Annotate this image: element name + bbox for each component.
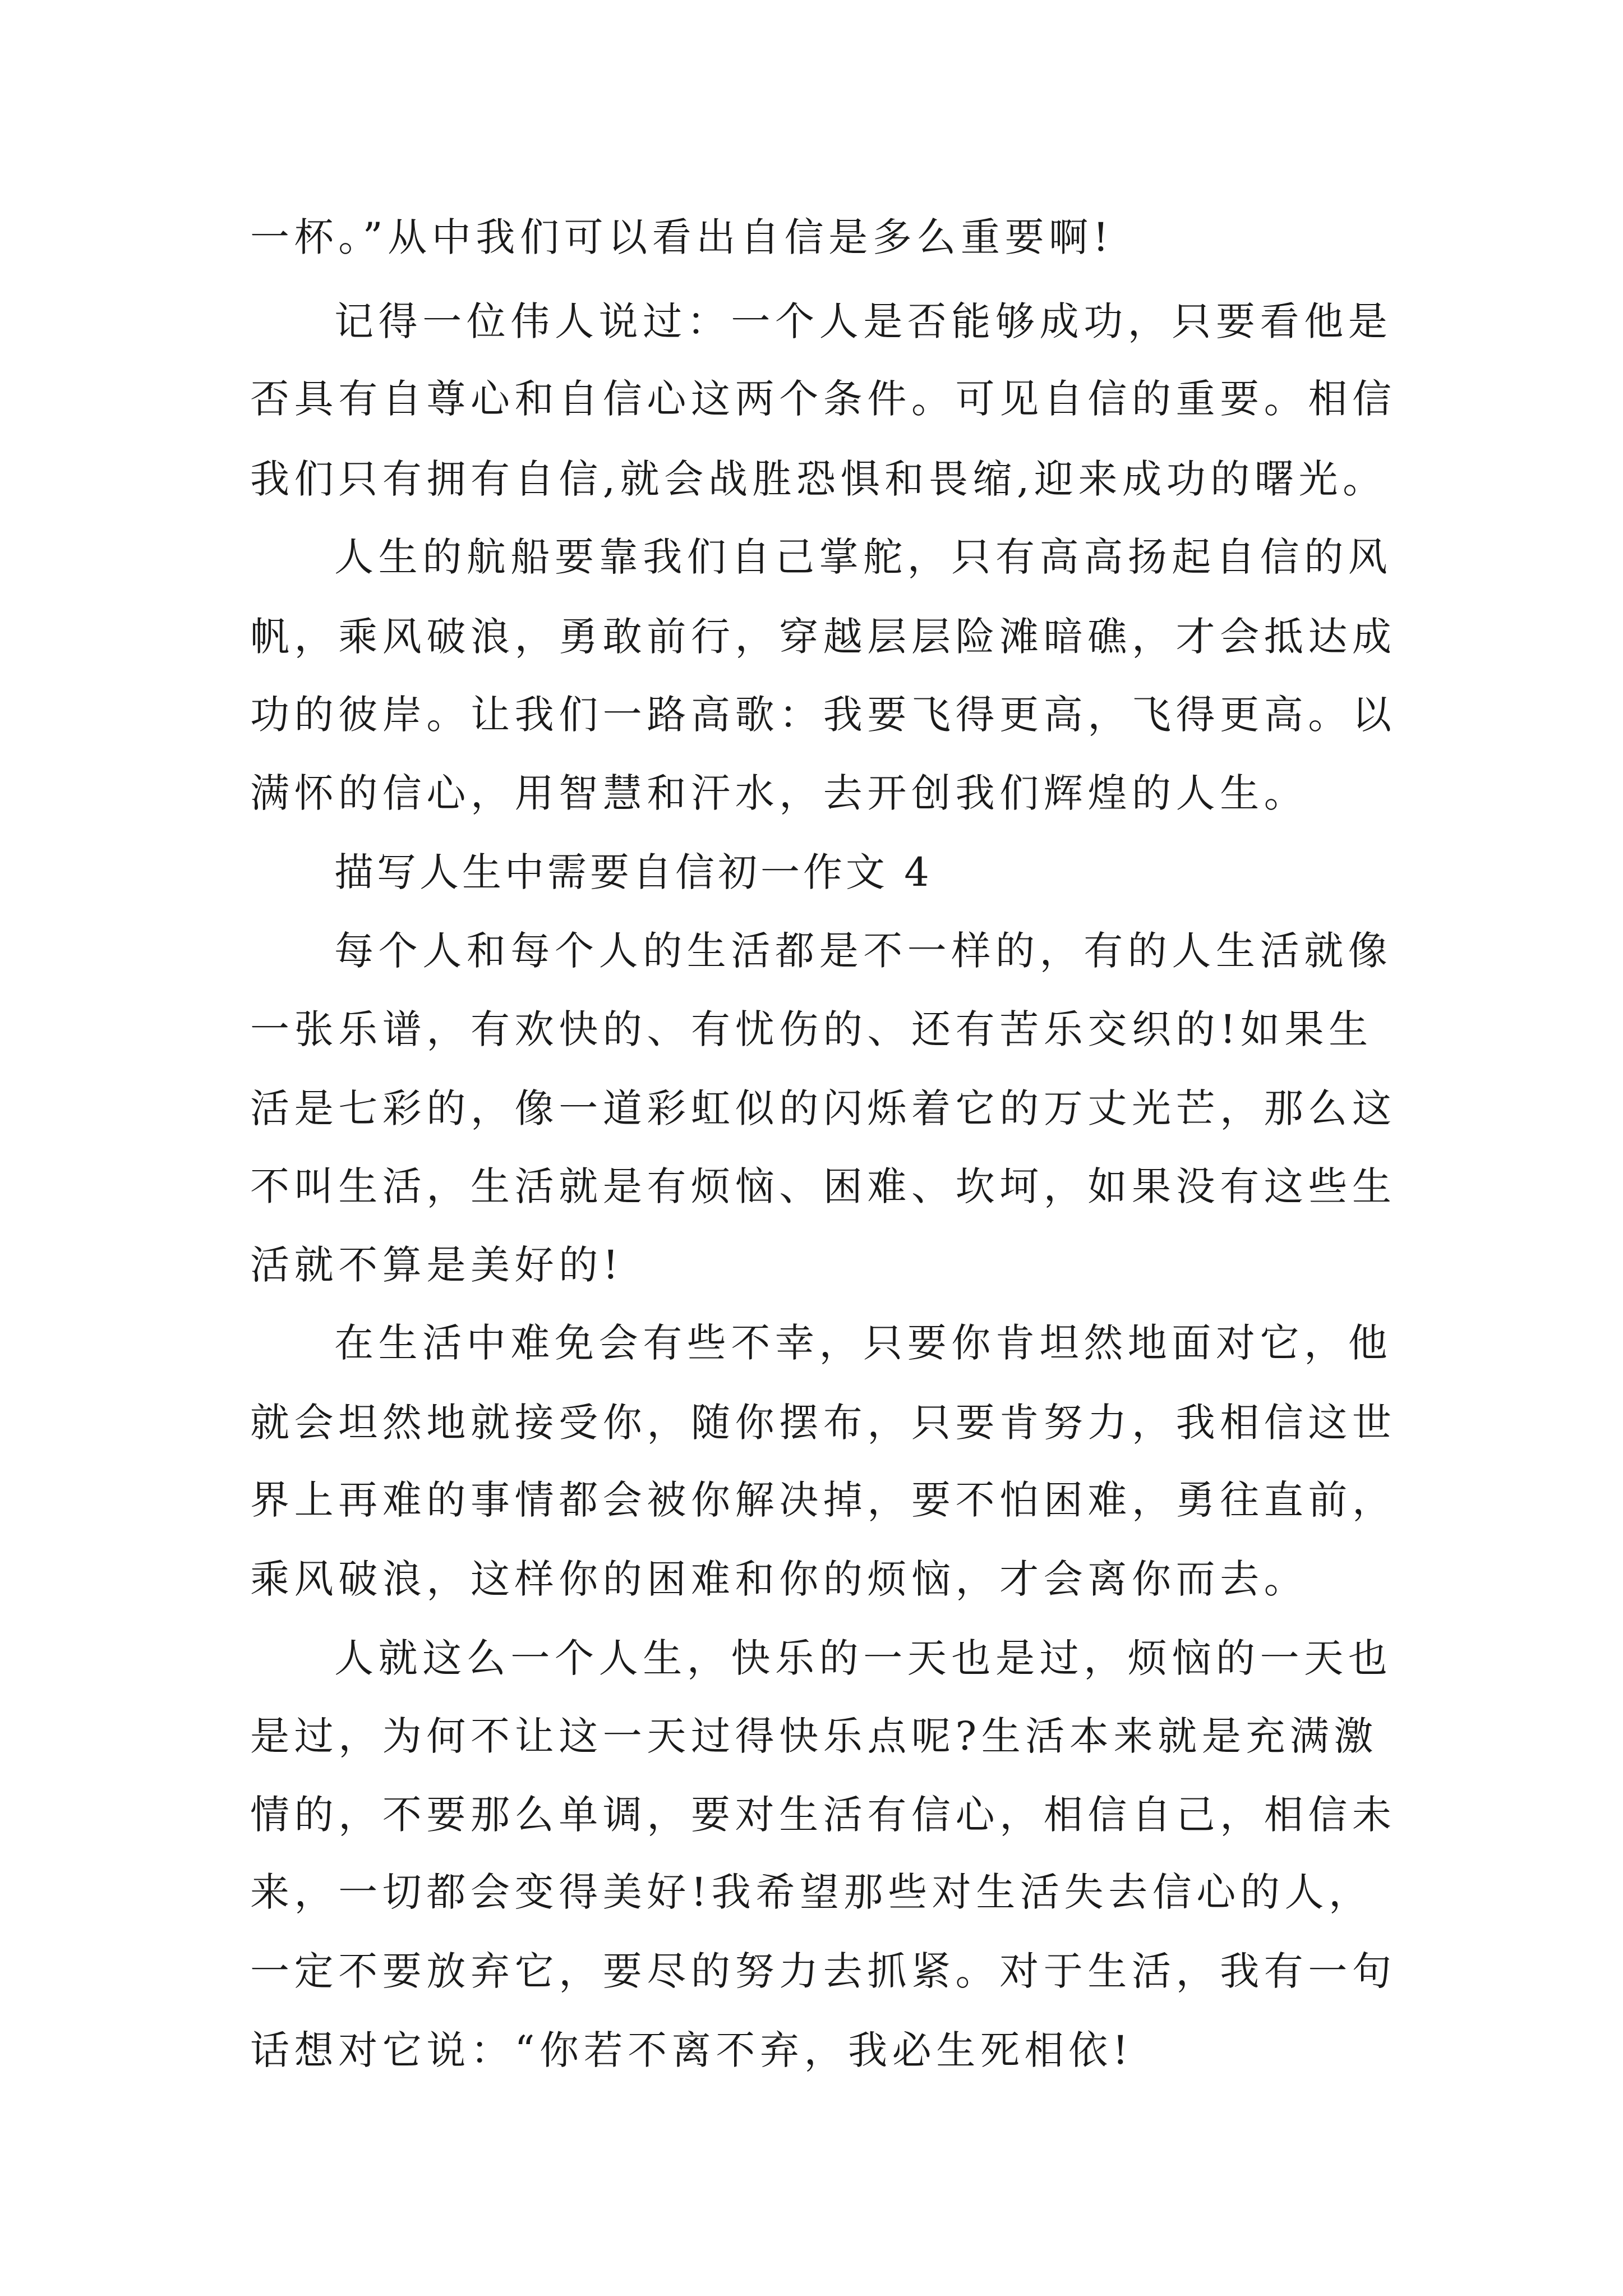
- section-heading: 描写人生中需要自信初一作文 4: [334, 849, 933, 895]
- text-line: 每个人和每个人的生活都是不一样的，有的人生活就像: [334, 928, 1393, 974]
- text-line: 活是七彩的，像一道彩虹似的闪烁着它的万丈光芒，那么这: [250, 1085, 1396, 1131]
- text-line: 帆，乘风破浪，勇敢前行，穿越层层险滩暗礁，才会抵达成: [250, 614, 1396, 660]
- text-line: 满怀的信心，用智慧和汗水，去开创我们辉煌的人生。: [250, 770, 1308, 816]
- text-line: 情的，不要那么单调，要对生活有信心，相信自己，相信未: [250, 1792, 1396, 1838]
- text-line: 在生活中难免会有些不幸，只要你肯坦然地面对它，他: [334, 1320, 1393, 1366]
- text-line: 话想对它说：“你若不离不弃，我必生死相依!: [250, 2027, 1133, 2073]
- text-line: 就会坦然地就接受你，随你摆布，只要肯努力，我相信这世: [250, 1400, 1396, 1446]
- text-line: 功的彼岸。让我们一路高歌：我要飞得更高，飞得更高。以: [250, 692, 1396, 738]
- text-line: 否具有自尊心和自信心这两个条件。可见自信的重要。相信: [250, 376, 1396, 422]
- text-line: 界上再难的事情都会被你解决掉，要不怕困难，勇往直前，: [250, 1477, 1396, 1523]
- text-line: 一定不要放弃它，要尽的努力去抓紧。对于生活，我有一句: [250, 1948, 1396, 1994]
- text-line: 来，一切都会变得美好!我希望那些对生活失去信心的人，: [250, 1869, 1373, 1915]
- text-line: 乘风破浪，这样你的困难和你的烦恼，才会离你而去。: [250, 1556, 1308, 1602]
- text-line: 一杯。”从中我们可以看出自信是多么重要啊!: [250, 214, 1114, 260]
- text-line: 一张乐谱，有欢快的、有忧伤的、还有苦乐交织的!如果生: [250, 1006, 1373, 1052]
- text-line: 记得一位伟人说过：一个人是否能够成功，只要看他是: [334, 298, 1393, 344]
- text-line: 不叫生活，生活就是有烦恼、困难、坎坷，如果没有这些生: [250, 1163, 1396, 1209]
- text-line: 人就这么一个人生，快乐的一天也是过，烦恼的一天也: [334, 1635, 1393, 1681]
- text-line: 人生的航船要靠我们自己掌舵，只有高高扬起自信的风: [334, 534, 1393, 580]
- text-line: 我们只有拥有自信,就会战胜恐惧和畏缩,迎来成功的曙光。: [250, 456, 1387, 502]
- text-line: 活就不算是美好的!: [250, 1242, 624, 1288]
- text-line: 是过，为何不让这一天过得快乐点呢?生活本来就是充满激: [250, 1713, 1378, 1759]
